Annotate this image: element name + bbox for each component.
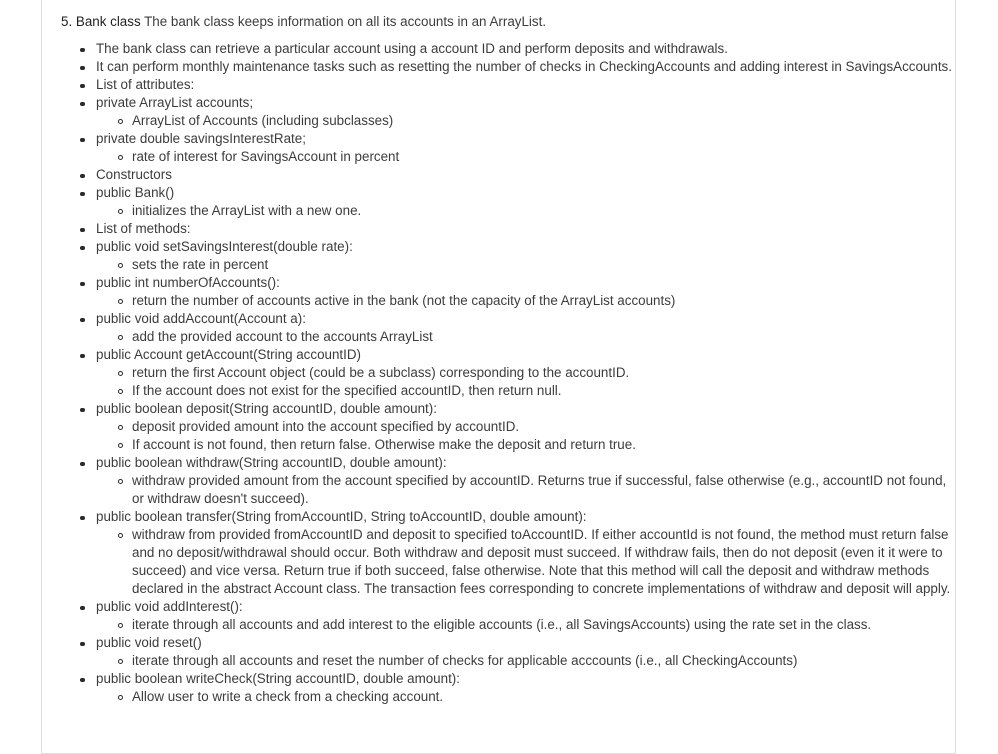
sub-list-item: return the number of accounts active in the bank (not the capacity of the ArrayList accounts) [96, 292, 955, 310]
sub-list [96, 148, 955, 166]
list-item [61, 508, 955, 598]
section-intro: The bank class keeps information on all its accounts in an ArrayList. [140, 14, 547, 29]
list-item-text: It can perform monthly maintenance tasks such as resetting the number of checks in CheckingAccounts and adding interest in SavingsAccounts. [96, 59, 952, 74]
list-item [61, 634, 955, 670]
list-item-text: public boolean withdraw(String accountID, double amount): [96, 455, 447, 470]
list-item-text: public void addInterest(): [96, 599, 243, 614]
sub-list-item: ArrayList of Accounts (including subclasses) [96, 112, 955, 130]
sub-list-item: rate of interest for SavingsAccount in percent [96, 148, 955, 166]
list-item-text: public Account getAccount(String accountID) [96, 347, 361, 362]
sub-list-item: add the provided account to the accounts ArrayList [96, 328, 955, 346]
list-item [61, 76, 955, 94]
list-item-text: public int numberOfAccounts(): [96, 275, 280, 290]
sub-list-item: withdraw provided amount from the account specified by accountID. Returns true if successful, false otherwise (e.g., accountID not found, or withdraw doesn't succeed). [96, 472, 955, 508]
list-item [61, 598, 955, 634]
document-body [41, 0, 956, 754]
sub-list-item: return the first Account object (could be a subclass) corresponding to the accountID. [96, 364, 955, 382]
list-item-text: public boolean deposit(String accountID, double amount): [96, 401, 437, 416]
sub-list-item: iterate through all accounts and add interest to the eligible accounts (i.e., all SavingsAccounts) using the rate set in the class. [96, 616, 955, 634]
section-heading: 5. Bank class [61, 14, 141, 29]
list-item [61, 40, 955, 58]
sub-list [96, 616, 955, 634]
list-item [61, 454, 955, 508]
sub-list [96, 364, 955, 400]
list-item-text: public boolean writeCheck(String accountID, double amount): [96, 671, 460, 686]
sub-list-item: iterate through all accounts and reset the number of checks for applicable acccounts (i.e., all CheckingAccounts) [96, 652, 955, 670]
sub-list [96, 418, 955, 454]
sub-list-item: sets the rate in percent [96, 256, 955, 274]
list-item-text: public void addAccount(Account a): [96, 311, 306, 326]
list-item-text: public Bank() [96, 185, 175, 200]
sub-list [96, 688, 955, 706]
list-item-text: public void reset() [96, 635, 202, 650]
sub-list [96, 292, 955, 310]
section-title [61, 13, 955, 31]
list-item-text: List of attributes: [96, 77, 195, 92]
list-item-text: private double savingsInterestRate; [96, 131, 306, 146]
list-item [61, 346, 955, 400]
list-item [61, 274, 955, 310]
sub-list-item: If the account does not exist for the specified accountID, then return null. [96, 382, 955, 400]
sub-list-item: If account is not found, then return false. Otherwise make the deposit and return true. [96, 436, 955, 454]
list-item-text: private ArrayList accounts; [96, 95, 254, 110]
sub-list-item: initializes the ArrayList with a new one. [96, 202, 955, 220]
list-item [61, 94, 955, 130]
sub-list [96, 256, 955, 274]
list-item-text: Constructors [96, 167, 172, 182]
list-item [61, 400, 955, 454]
sub-list-item: deposit provided amount into the account specified by accountID. [96, 418, 955, 436]
sub-list [96, 112, 955, 130]
list-item [61, 130, 955, 166]
list-item [61, 238, 955, 274]
sub-list [96, 202, 955, 220]
list-item [61, 670, 955, 706]
list-item [61, 58, 955, 76]
list-item [61, 220, 955, 238]
sub-list [96, 472, 955, 508]
list-item-text: List of methods: [96, 221, 191, 236]
sub-list [96, 526, 955, 598]
bullet-list [61, 40, 955, 706]
list-item-text: The bank class can retrieve a particular account using a account ID and perform deposits and withdrawals. [96, 41, 728, 56]
sub-list [96, 328, 955, 346]
sub-list [96, 652, 955, 670]
list-item [61, 310, 955, 346]
list-item-text: public boolean transfer(String fromAccountID, String toAccountID, double amount): [96, 509, 587, 524]
list-item [61, 184, 955, 220]
list-item-text: public void setSavingsInterest(double rate): [96, 239, 353, 254]
sub-list-item: Allow user to write a check from a checking account. [96, 688, 955, 706]
sub-list-item: withdraw from provided fromAccountID and deposit to specified toAccountID. If either accountId is not found, the method must return false and no deposit/withdrawal should occur. Both withdraw and deposit must succeed. If withdraw fails, then do not deposit (even it it were to succeed) and vice versa. Return true if both succeed, false otherwise. Note that this method will call the deposit and withdraw methods declared in the abstract Account class. The transaction fees corresponding to concrete implementations of withdraw and deposit will apply. [96, 526, 955, 598]
list-item [61, 166, 955, 184]
